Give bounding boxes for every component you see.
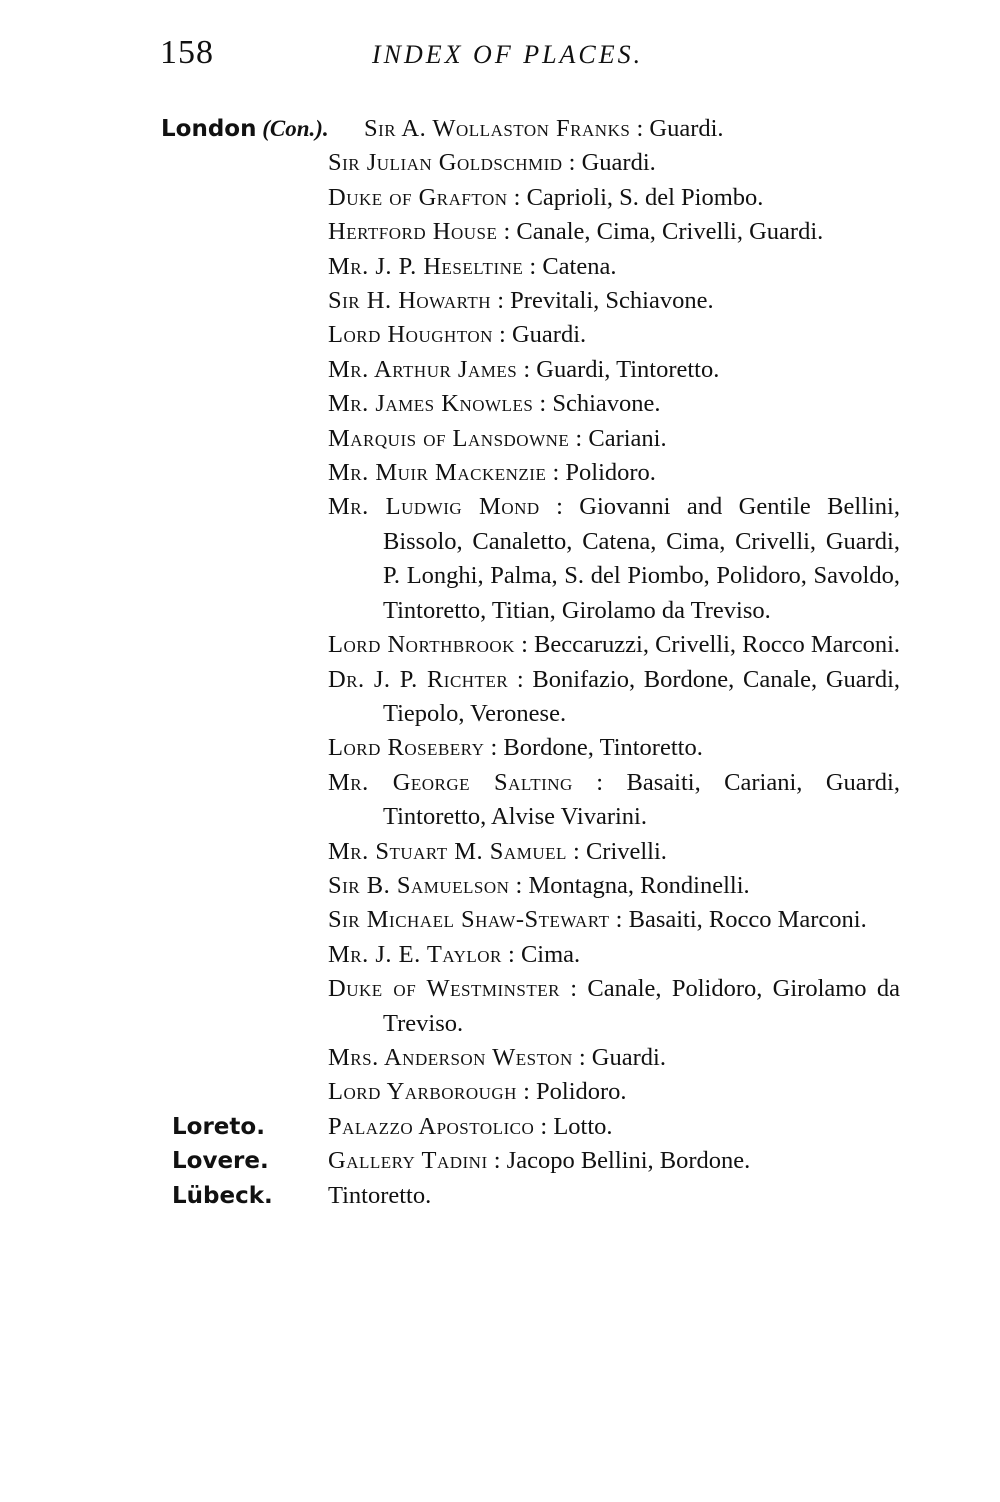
works-list: Schiavone. <box>552 390 661 418</box>
index-entry <box>0 766 900 835</box>
works-list: Canale, Cima, Crivelli, Guardi. <box>516 218 824 246</box>
index-entry <box>0 731 900 765</box>
index-body <box>0 112 1000 1213</box>
works-list: Guardi. <box>511 321 587 349</box>
works-list: Canale, Polidoro, Girolamo da Treviso. <box>383 975 900 1037</box>
collector-name: Mr. Muir Mackenzie <box>328 459 547 487</box>
works-list: Guardi. <box>591 1043 666 1071</box>
collector-name: Lord Yarborough <box>328 1078 517 1106</box>
place-name <box>161 112 329 146</box>
index-entry <box>0 972 900 1041</box>
index-entry <box>0 628 900 662</box>
entry-text: Duke of Westminster : Canale, Polidoro, Girolamo da Treviso. <box>328 975 900 1037</box>
collector-name: Mr. George Salting <box>328 768 573 796</box>
collector-name: Mr. Ludwig Mond <box>328 493 540 521</box>
collector-name: Lord Houghton <box>328 321 493 349</box>
entry-text: Lord Northbrook : Beccaruzzi, Crivelli, Rocco Marconi. <box>328 631 901 659</box>
works-list: Caprioli, S. del Piombo. <box>526 183 764 211</box>
collector-name: Sir B. Samuelson <box>328 871 510 899</box>
entry-text: Dr. J. P. Richter : Bonifazio, Bordone, Canale, Guardi, Tiepolo, Veronese. <box>328 665 901 727</box>
entry-text: Mr. James Knowles : Schiavone. <box>328 390 661 418</box>
entry-text: Gallery Tadini : Jacopo Bellini, Bordone. <box>328 1147 751 1175</box>
collector-name: Palazzo Apostolico <box>328 1112 535 1140</box>
place-qualifier: (Con.). <box>256 116 329 141</box>
entry-text: Sir A. Wollaston Franks : Guardi. <box>364 115 724 142</box>
works-list: Guardi. <box>649 115 724 142</box>
place-name <box>172 1110 265 1144</box>
index-entry <box>0 181 900 215</box>
works-list: Guardi. <box>581 149 656 177</box>
entry-text: Mr. J. E. Taylor : Cima. <box>328 940 581 968</box>
collector-name: Sir H. Howarth <box>328 287 492 315</box>
collector-name: Mrs. Anderson Weston <box>328 1043 573 1071</box>
collector-name: Mr. J. E. Taylor <box>328 940 502 968</box>
index-entry <box>0 1144 900 1178</box>
collector-name: Dr. J. P. Richter <box>328 665 509 693</box>
collector-name: Mr. James Knowles <box>328 390 534 418</box>
collector-name: Mr. Stuart M. Samuel <box>328 837 567 865</box>
index-entry <box>0 387 900 421</box>
entry-text: Sir Julian Goldschmid : Guardi. <box>328 149 656 177</box>
works-list: Giovanni and Gentile Bellini, Bissolo, Canaletto, Catena, Cima, Crivelli, Guardi, P. Longhi, Palma, S. del Piombo, Polidoro, Savoldo, Tintoretto, Titian, Girolamo da Treviso. <box>383 493 900 624</box>
collector-name: Gallery Tadini <box>328 1147 488 1175</box>
collector-name: Sir Julian Goldschmid <box>328 149 563 177</box>
entry-text: Hertford House : Canale, Cima, Crivelli, Guardi. <box>328 218 824 246</box>
index-entry <box>0 1110 900 1144</box>
works-list: Jacopo Bellini, Bordone. <box>506 1147 751 1175</box>
running-title: INDEX OF PLACES. <box>372 40 644 69</box>
entry-text: Sir Michael Shaw-Stewart : Basaiti, Rocco Marconi. <box>328 906 867 934</box>
entry-text: Lord Yarborough : Polidoro. <box>328 1078 627 1106</box>
entry-text: Duke of Grafton : Caprioli, S. del Piombo. <box>328 183 764 211</box>
works-list: Bonifazio, Bordone, Canale, Guardi, Tiepolo, Veronese. <box>383 665 901 727</box>
works-list: Basaiti, Rocco Marconi. <box>628 906 867 934</box>
collector-name: Sir A. Wollaston Franks <box>364 115 631 142</box>
works-list: Tintoretto. <box>328 1181 432 1209</box>
entry-text: Mr. Muir Mackenzie : Polidoro. <box>328 459 656 487</box>
entry-text: Sir B. Samuelson : Montagna, Rondinelli. <box>328 871 750 899</box>
works-list: Cariani. <box>588 424 667 452</box>
place-name <box>172 1144 269 1178</box>
works-list: Previtali, Schiavone. <box>510 287 714 315</box>
works-list: Montagna, Rondinelli. <box>528 871 750 899</box>
index-entry <box>0 284 900 318</box>
index-entry <box>0 1179 900 1213</box>
entry-text: Mr. Arthur James : Guardi, Tintoretto. <box>328 355 720 383</box>
index-entry <box>0 353 900 387</box>
index-entry <box>0 146 900 180</box>
entry-text: Sir H. Howarth : Previtali, Schiavone. <box>328 287 714 315</box>
index-entry <box>0 318 900 352</box>
index-entry <box>0 215 900 249</box>
place-name-text: Lovere. <box>172 1148 269 1175</box>
works-list: Polidoro. <box>565 459 656 487</box>
index-entry <box>0 663 900 732</box>
works-list: Basaiti, Cariani, Guardi, Tintoretto, Alvise Vivarini. <box>383 768 900 831</box>
collector-name: Mr. Arthur James <box>328 355 518 383</box>
collector-name: Hertford House <box>328 218 498 246</box>
index-entry <box>0 869 900 903</box>
works-list: Lotto. <box>553 1112 613 1140</box>
index-entry <box>0 456 900 490</box>
works-list: Crivelli. <box>585 837 667 865</box>
index-entry <box>0 1041 900 1075</box>
works-list: Polidoro. <box>536 1078 627 1106</box>
entry-text: Mr. George Salting : Basaiti, Cariani, Guardi, Tintoretto, Alvise Vivarini. <box>328 768 900 831</box>
collector-name: Mr. J. P. Heseltine <box>328 252 524 280</box>
entry-text <box>328 1179 900 1213</box>
index-entry <box>0 903 900 937</box>
collector-name: Duke of Grafton <box>328 183 508 211</box>
works-list: Guardi, Tintoretto. <box>536 355 720 383</box>
page-number: 158 <box>160 34 214 71</box>
index-entry <box>0 1075 900 1109</box>
entry-text: Mr. J. P. Heseltine : Catena. <box>328 252 617 280</box>
works-list: Catena. <box>542 252 617 280</box>
collector-name: Sir Michael Shaw-Stewart <box>328 906 610 934</box>
index-entry <box>0 112 881 146</box>
collector-name: Lord Northbrook <box>328 631 515 659</box>
works-list: Bordone, Tintoretto. <box>503 734 703 762</box>
works-list: Cima. <box>520 940 581 968</box>
index-entry <box>0 835 900 869</box>
entry-text: Mr. Stuart M. Samuel : Crivelli. <box>328 837 667 865</box>
place-name <box>172 1179 273 1213</box>
index-entry <box>0 938 900 972</box>
collector-name: Marquis of Lansdowne <box>328 424 570 452</box>
index-entry <box>0 250 900 284</box>
place-name-text: Loreto. <box>172 1113 265 1140</box>
collector-name: Lord Rosebery <box>328 734 485 762</box>
index-entry <box>0 422 900 456</box>
entry-text: Palazzo Apostolico : Lotto. <box>328 1112 613 1140</box>
place-name-text: Lübeck. <box>172 1182 273 1209</box>
works-list: Beccaruzzi, Crivelli, Rocco Marconi. <box>534 631 901 659</box>
place-name-text: London <box>161 116 257 142</box>
entry-text: Mr. Ludwig Mond : Giovanni and Gentile Bellini, Bissolo, Canaletto, Catena, Cima, Crivelli, Guardi, P. Longhi, Palma, S. del Piombo, Polidoro, Savoldo, Tintoretto, Titian, Girolamo da Treviso. <box>328 493 900 624</box>
index-entry <box>0 490 900 628</box>
entry-text: Mrs. Anderson Weston : Guardi. <box>328 1043 666 1071</box>
entry-text: Lord Houghton : Guardi. <box>328 321 587 349</box>
collector-name: Duke of Westminster <box>328 975 560 1003</box>
entry-text: Lord Rosebery : Bordone, Tintoretto. <box>328 734 703 762</box>
entry-text: Marquis of Lansdowne : Cariani. <box>328 424 667 452</box>
